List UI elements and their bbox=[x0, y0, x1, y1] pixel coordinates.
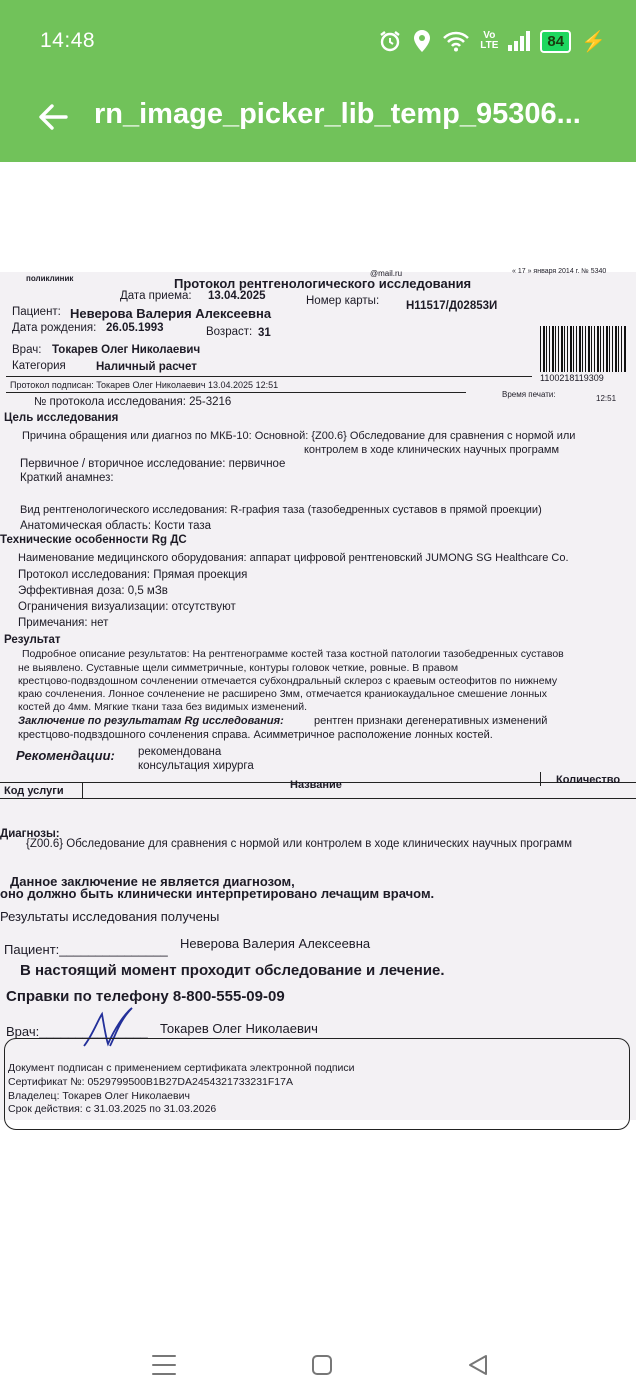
admission-date: 13.04.2025 bbox=[208, 290, 266, 302]
equipment: Наименование медицинского оборудования: аппарат цифровой рентгеновский JUMONG SG Healthcare Co. bbox=[18, 552, 569, 564]
recommend-line1: рекомендована bbox=[138, 746, 222, 758]
home-icon[interactable] bbox=[302, 1348, 342, 1382]
limits: Ограничения визуализации: отсутствуют bbox=[18, 601, 236, 613]
header-license: « 17 » января 2014 г. № 5340 bbox=[512, 268, 607, 275]
header-email: @mail.ru bbox=[370, 269, 403, 278]
result-line5: костей до 4мм. Мягкие ткани таза без видимых изменений. bbox=[18, 701, 308, 713]
exam-type: Вид рентгенологического исследования: R-графия таза (тазобедренных суставов в прямой проекции) bbox=[20, 504, 542, 516]
protocol: Протокол исследования: Прямая проекция bbox=[18, 569, 248, 581]
table-border bbox=[540, 772, 541, 786]
primary-line: Первичное / вторичное исследование: первичное bbox=[20, 458, 286, 470]
recommend-line2: консультация хирурга bbox=[138, 760, 254, 772]
doctor-sign-name: Токарев Олег Николаевич bbox=[160, 1021, 318, 1036]
patient-label: Пациент: bbox=[12, 306, 61, 318]
signed-line: Протокол подписан: Токарев Олег Николаевич 13.04.2025 12:51 bbox=[10, 380, 279, 390]
goal-heading: Цель исследования bbox=[4, 412, 119, 424]
navigation-bar bbox=[0, 1330, 636, 1400]
barcode-image bbox=[540, 326, 626, 372]
table-border bbox=[0, 798, 636, 799]
table-header-name: Название bbox=[290, 779, 342, 791]
document bbox=[0, 268, 636, 1120]
document-photo[interactable] bbox=[0, 268, 636, 1120]
table-header-code: Код услуги bbox=[4, 785, 64, 797]
age-label: Возраст: bbox=[206, 326, 253, 338]
divider bbox=[6, 376, 532, 377]
category-label: Категория bbox=[12, 360, 66, 372]
recommend-label: Рекомендации: bbox=[16, 748, 115, 763]
charging-icon: ⚡ bbox=[581, 30, 606, 53]
esig-line2: Сертификат №: 0529799500B1B27DA2454321733231F17A bbox=[8, 1076, 293, 1088]
dob-label: Дата рождения: bbox=[12, 322, 97, 334]
notes: Примечания: нет bbox=[18, 617, 109, 629]
tech-heading: Технические особенности Rg ДС bbox=[0, 534, 187, 546]
card-label: Номер карты: bbox=[306, 295, 380, 307]
status-line: В настоящий момент проходит обследование и лечение. bbox=[20, 962, 445, 979]
toolbar bbox=[0, 84, 636, 150]
doctor-name: Токарев Олег Николаевич bbox=[52, 344, 201, 356]
signal-icon bbox=[508, 31, 530, 51]
dob: 26.05.1993 bbox=[106, 322, 164, 334]
age: 31 bbox=[258, 327, 271, 339]
print-time: 12:51 bbox=[596, 394, 617, 403]
esig-line3: Владелец: Токарев Олег Николаевич bbox=[8, 1090, 190, 1102]
disclaimer-line1: Данное заключение не является диагнозом, bbox=[10, 874, 295, 889]
conclusion-text: рентген признаки дегенеративных изменений bbox=[314, 715, 548, 727]
doctor-label: Врач: bbox=[12, 344, 42, 356]
reason-line2: контролем в ходе клинических научных программ bbox=[304, 444, 560, 456]
card-number: Н11517/Д02853И bbox=[406, 300, 498, 312]
barcode-number: 1100218119309 bbox=[540, 373, 604, 383]
result-line1: Подробное описание результатов: На рентгенограмме костей таза костной патологии тазобедренных суставов bbox=[22, 648, 564, 660]
anamnesis: Краткий анамнез: bbox=[20, 472, 114, 484]
back-triangle-icon[interactable] bbox=[458, 1348, 498, 1382]
disclaimer-line2: оно должно быть клинически интерпретировано лечащим врачом. bbox=[0, 886, 435, 901]
esig-line1: Документ подписан с применением сертификата электронной подписи bbox=[8, 1062, 355, 1074]
phone-line: Справки по телефону 8-800-555-09-09 bbox=[6, 988, 285, 1005]
clinic-logo: поликлиник bbox=[26, 274, 74, 283]
conclusion-label: Заключение по результатам Rg исследования: bbox=[18, 715, 284, 727]
results-received: Результаты исследования получены bbox=[0, 909, 220, 924]
status-bar bbox=[0, 0, 636, 80]
alarm-icon bbox=[378, 29, 402, 53]
result-line2: не выявлено. Суставные щели симметричные, контуры головок четкие, ровные. В правом bbox=[18, 662, 459, 674]
table-header-qty: Количество bbox=[556, 774, 621, 786]
patient-sign-label: Пациент:_______________ bbox=[4, 942, 168, 957]
location-icon bbox=[412, 29, 432, 53]
result-heading: Результат bbox=[4, 634, 61, 646]
patient-sign-name: Неверова Валерия Алексеевна bbox=[180, 936, 371, 951]
page-title: rn_image_picker_lib_temp_95306... bbox=[94, 98, 581, 130]
status-icons bbox=[378, 28, 606, 54]
anatomy: Анатомическая область: Кости таза bbox=[20, 520, 212, 532]
esig-line4: Срок действия: с 31.03.2025 по 31.03.2026 bbox=[8, 1103, 217, 1115]
app-bar bbox=[0, 0, 636, 162]
volte-icon: Vo LTE bbox=[480, 30, 499, 51]
result-line4: краю сочленения. Лонное сочленение не расширено 3мм, отмечается краниокаудальное смешение лонных bbox=[18, 688, 547, 700]
doctor-sign-label: Врач:_______________ bbox=[6, 1024, 148, 1039]
reason-line1: Причина обращения или диагноз по МКБ-10: Основной: {Z00.6} Обследование для сравнения с нормой или bbox=[22, 430, 576, 442]
battery-icon: 84 bbox=[540, 30, 571, 53]
category: Наличный расчет bbox=[96, 361, 197, 373]
diagnoses-text: {Z00.6} Обследование для сравнения с нормой или контролем в ходе клинических научных программ bbox=[26, 838, 572, 850]
document-title: Протокол рентгенологического исследования bbox=[174, 276, 472, 291]
wifi-icon bbox=[442, 30, 470, 52]
result-line3: крестцово-подвздошном сочленении отмечается субхондральный склероз с краевым остеофитов по нижнему bbox=[18, 675, 558, 687]
status-time: 14:48 bbox=[40, 29, 96, 52]
conclusion-line2: крестцово-подвздошного сочленения справа. Асимметричное расположение лонных костей. bbox=[18, 729, 493, 741]
menu-icon[interactable] bbox=[144, 1348, 184, 1382]
print-time-label: Время печати: bbox=[502, 390, 556, 399]
protocol-number: № протокола исследования: 25-3216 bbox=[34, 396, 232, 408]
patient-name: Неверова Валерия Алексеевна bbox=[70, 306, 272, 321]
table-border bbox=[82, 782, 83, 798]
admission-label: Дата приема: bbox=[120, 290, 192, 302]
arrow-left-icon[interactable] bbox=[36, 100, 70, 134]
divider bbox=[6, 392, 466, 393]
diagnoses-heading: Диагнозы: bbox=[0, 828, 60, 840]
dose: Эффективная доза: 0,5 мЗв bbox=[18, 585, 168, 597]
